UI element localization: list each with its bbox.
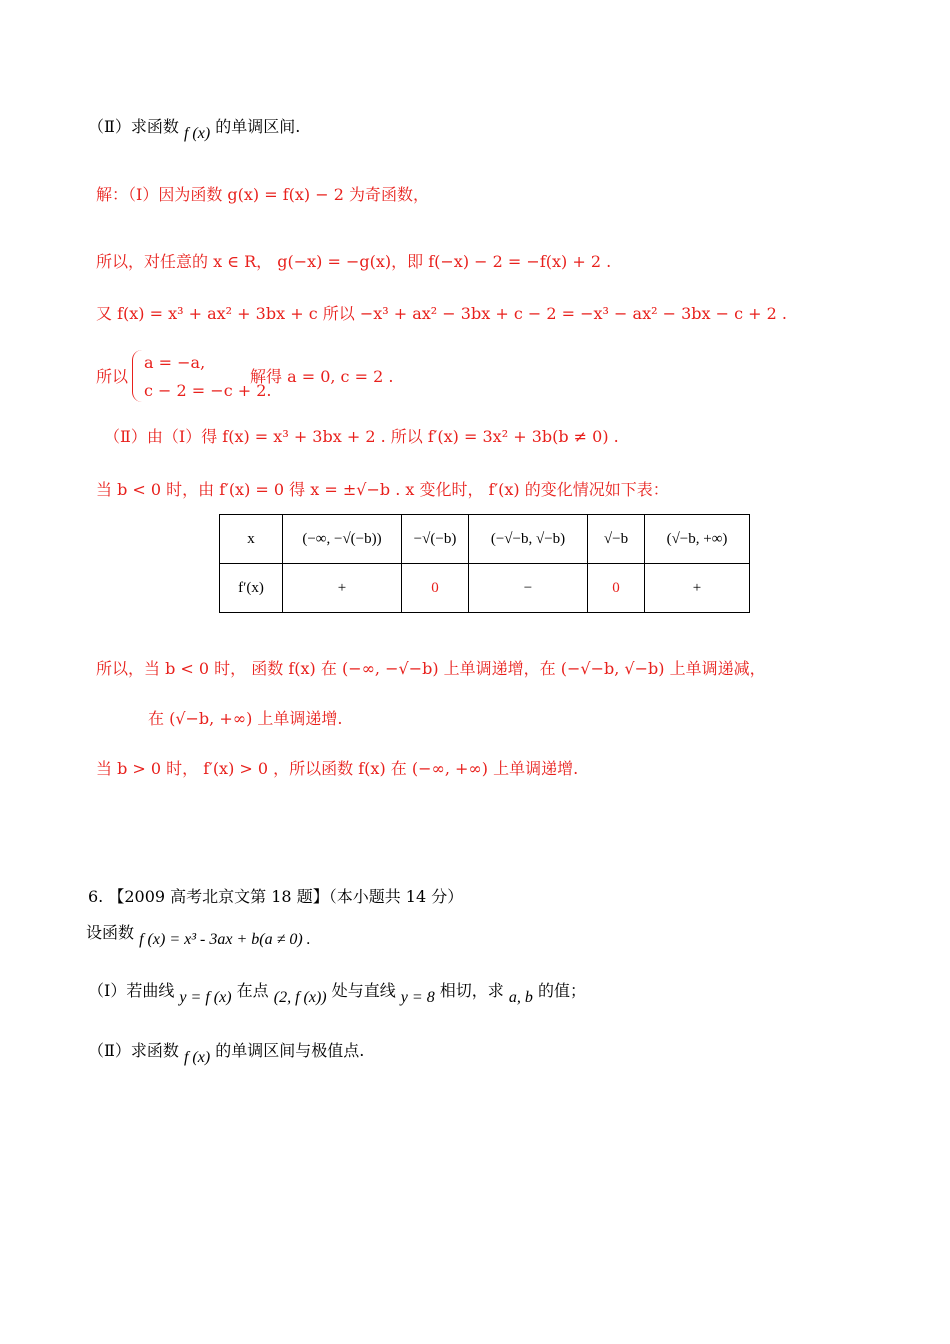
table-cell: 0 <box>402 564 469 613</box>
text: （Ⅰ）若曲线 <box>88 981 175 1000</box>
solution-line-2: 所以，对任意的 x ∈ R， g(−x) = −g(x)，即 f(−x) − 2 = −f(x) + 2 . <box>96 252 612 271</box>
table-cell: −√(−b) <box>402 515 469 564</box>
solution-part-2: （Ⅱ）由（Ⅰ）得 f(x) = x³ + 3bx + 2 . 所以 f′(x) = 3x² + 3b(b ≠ 0) . <box>104 427 619 446</box>
text: 设函数 <box>86 923 135 942</box>
table-row <box>220 564 750 613</box>
table-cell: + <box>645 564 750 613</box>
table-cell: 0 <box>588 564 645 613</box>
text: 在点 <box>236 981 269 1000</box>
math: a, b <box>508 989 533 1006</box>
math: f (x) <box>183 1049 211 1066</box>
conclusion-line-2: 在 (√−b, +∞) 上单调递增. <box>148 709 343 728</box>
text: 相切，求 <box>439 981 504 1000</box>
conclusion-line-1: 所以，当 b < 0 时， 函数 f(x) 在 (−∞, −√−b) 上单调递增，在 (−√−b, √−b) 上单调递减， <box>96 659 766 678</box>
system-eq-1: a = −a, <box>144 353 206 372</box>
table-cell: (−√−b, √−b) <box>469 515 588 564</box>
math: y = 8 <box>400 989 435 1006</box>
conclusion-line-3: 当 b > 0 时， f′(x) > 0 ，所以函数 f(x) 在 (−∞, +∞) 上单调递增. <box>96 759 579 778</box>
solution-line-1: 解：（Ⅰ）因为函数 g(x) = f(x) − 2 为奇函数， <box>96 185 430 204</box>
math: f (x) = x³ - 3ax + b(a ≠ 0) . <box>139 931 311 948</box>
text: 处与直线 <box>331 981 396 1000</box>
problem-6-part-1 <box>88 980 587 1006</box>
table-row <box>220 515 750 564</box>
text: 的单调区间. <box>215 117 301 136</box>
problem-6-statement <box>86 922 311 948</box>
text: （Ⅱ）求函数 <box>88 117 179 136</box>
text: （Ⅱ）求函数 <box>88 1041 179 1060</box>
table-cell: f′(x) <box>220 564 283 613</box>
table-cell: x <box>220 515 283 564</box>
math: (2, f (x)) <box>273 989 327 1006</box>
solution-label-suoyi: 所以 <box>96 367 129 386</box>
table-cell: √−b <box>588 515 645 564</box>
math: y = f (x) <box>179 989 232 1006</box>
math: f (x) <box>183 125 211 142</box>
problem-6-header: 6. 【2009 高考北京文第 18 题】（本小题共 14 分） <box>88 887 464 906</box>
table-cell: (√−b, +∞) <box>645 515 750 564</box>
variation-table <box>219 514 750 613</box>
table-cell: + <box>283 564 402 613</box>
system-brace <box>132 350 143 402</box>
solution-line-3: 又 f(x) = x³ + ax² + 3bx + c 所以 −x³ + ax² − 3bx + c − 2 = −x³ − ax² − 3bx − c + 2 . <box>96 304 788 323</box>
text: 的值； <box>538 981 587 1000</box>
table-cell: − <box>469 564 588 613</box>
system-solution: 解得 a = 0, c = 2 . <box>250 367 394 386</box>
text: 的单调区间与极值点. <box>215 1041 365 1060</box>
problem-6-part-2 <box>88 1040 365 1066</box>
question-part-2 <box>88 116 301 142</box>
solution-case-neg: 当 b < 0 时，由 f′(x) = 0 得 x = ±√−b . x 变化时， f′(x) 的变化情况如下表： <box>96 480 669 499</box>
table-cell: (−∞, −√(−b)) <box>283 515 402 564</box>
system-eq-2: c − 2 = −c + 2. <box>144 381 272 400</box>
